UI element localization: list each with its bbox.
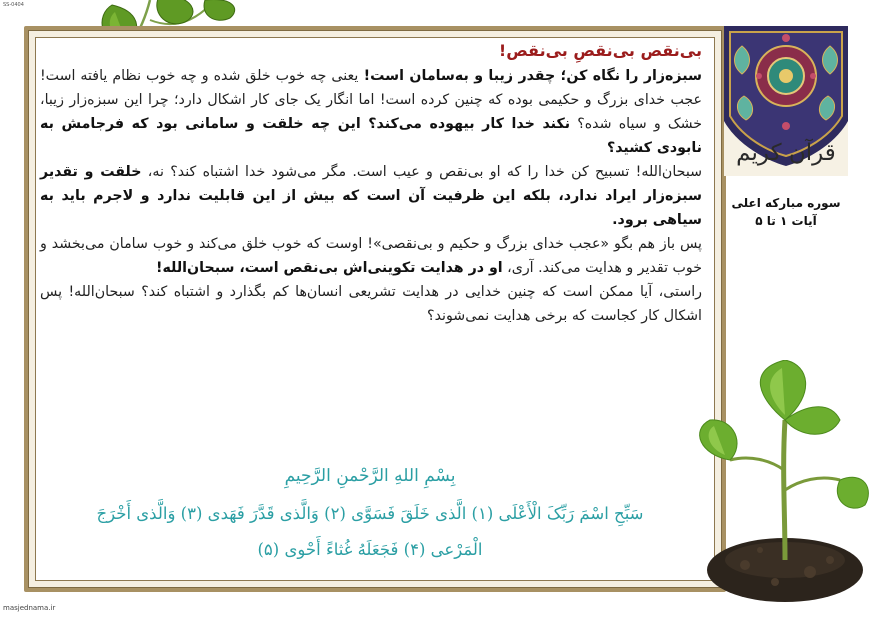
p2-run-1: خلقت و تقدیر سبزه‌زار ایراد ندارد، بلکه این ظرفیت آن است که بیش از این قابلیت ندارد و لاجرم باید به سیاهی برود.	[40, 164, 702, 228]
verses-line-1: سَبِّحِ اسْمَ رَبِّکَ الْأَعْلَى (۱) الَّذی خَلَقَ فَسَوَّى (۲) وَالَّذی قَدَّرَ فَهَدى (۳) وَالَّذی أَخْرَجَ	[96, 504, 644, 523]
p1-run-0: سبزه‌زار را نگاه کن؛ چقدر زیبا و به‌سامان است!	[358, 68, 702, 84]
quran-verses	[40, 456, 700, 568]
p3-run-0: پس باز هم بگو «عجب خدای بزرگ و حکیم و بی‌نقصی»! اوست که خوب خلق می‌کند و خوب سامان می‌بخشد و خوب تقدیر و هدایت می‌کند. آری،	[40, 236, 702, 276]
verse-range: آیات ۱ تا ۵	[755, 214, 817, 228]
paragraph-2	[40, 160, 702, 232]
sprout-plant-decoration	[690, 360, 874, 610]
corner-code: SS-0404	[3, 2, 24, 8]
quran-karim-label: قرآن کریم	[736, 140, 836, 166]
basmala: بِسْمِ اللهِ الرَّحْمنِ الرَّحِیمِ	[284, 466, 456, 486]
paragraph-4	[40, 280, 702, 328]
article-title: بی‌نقص بی‌نقصِ بی‌نقص!	[498, 41, 702, 60]
p3-run-1: او در هدایت تکوینی‌اش بی‌نقص است، سبحان‌الله!	[155, 260, 503, 276]
site-watermark: masjednama.ir	[3, 604, 56, 612]
article-text	[40, 38, 702, 328]
verses-line-2: الْمَرْعى (۴) فَجَعَلَهُ غُثاءً أَحْوى (۵)	[257, 540, 483, 559]
p4-run-0: راستی، آیا ممکن است که چنین خدایی در هدایت تشریعی انسان‌ها کم بگذارد و اشتباه کند؟ سبحان‌الله! پس اشکال کار کجاست که برخی هدایت نمی‌شوند؟	[40, 284, 702, 324]
paragraph-1	[40, 64, 702, 160]
paragraph-3	[40, 232, 702, 280]
p1-run-2: نکند خدا کار بیهوده می‌کند؟ این چه خلقت و سامانی بود که فرجامش به نابودی کشید؟	[40, 116, 702, 156]
surah-name: سوره مبارکه اعلی	[731, 196, 841, 210]
p1-run-1: یعنی چه خوب خلق شده و چه خوب نظام یافته است! عجب خدای بزرگ و حکیمی بوده که چنین کرده است! اما انگار یک جای کار اشکال دارد؛ چرا این سبزه‌زار زیبا، خشک و سیاه شده؟	[40, 68, 702, 132]
p2-run-0: سبحان‌الله! تسبیح کن خدا را که او بی‌نقص و عیب است. مگر می‌شود خدا اشتباه کند؟ نه،	[141, 164, 702, 180]
